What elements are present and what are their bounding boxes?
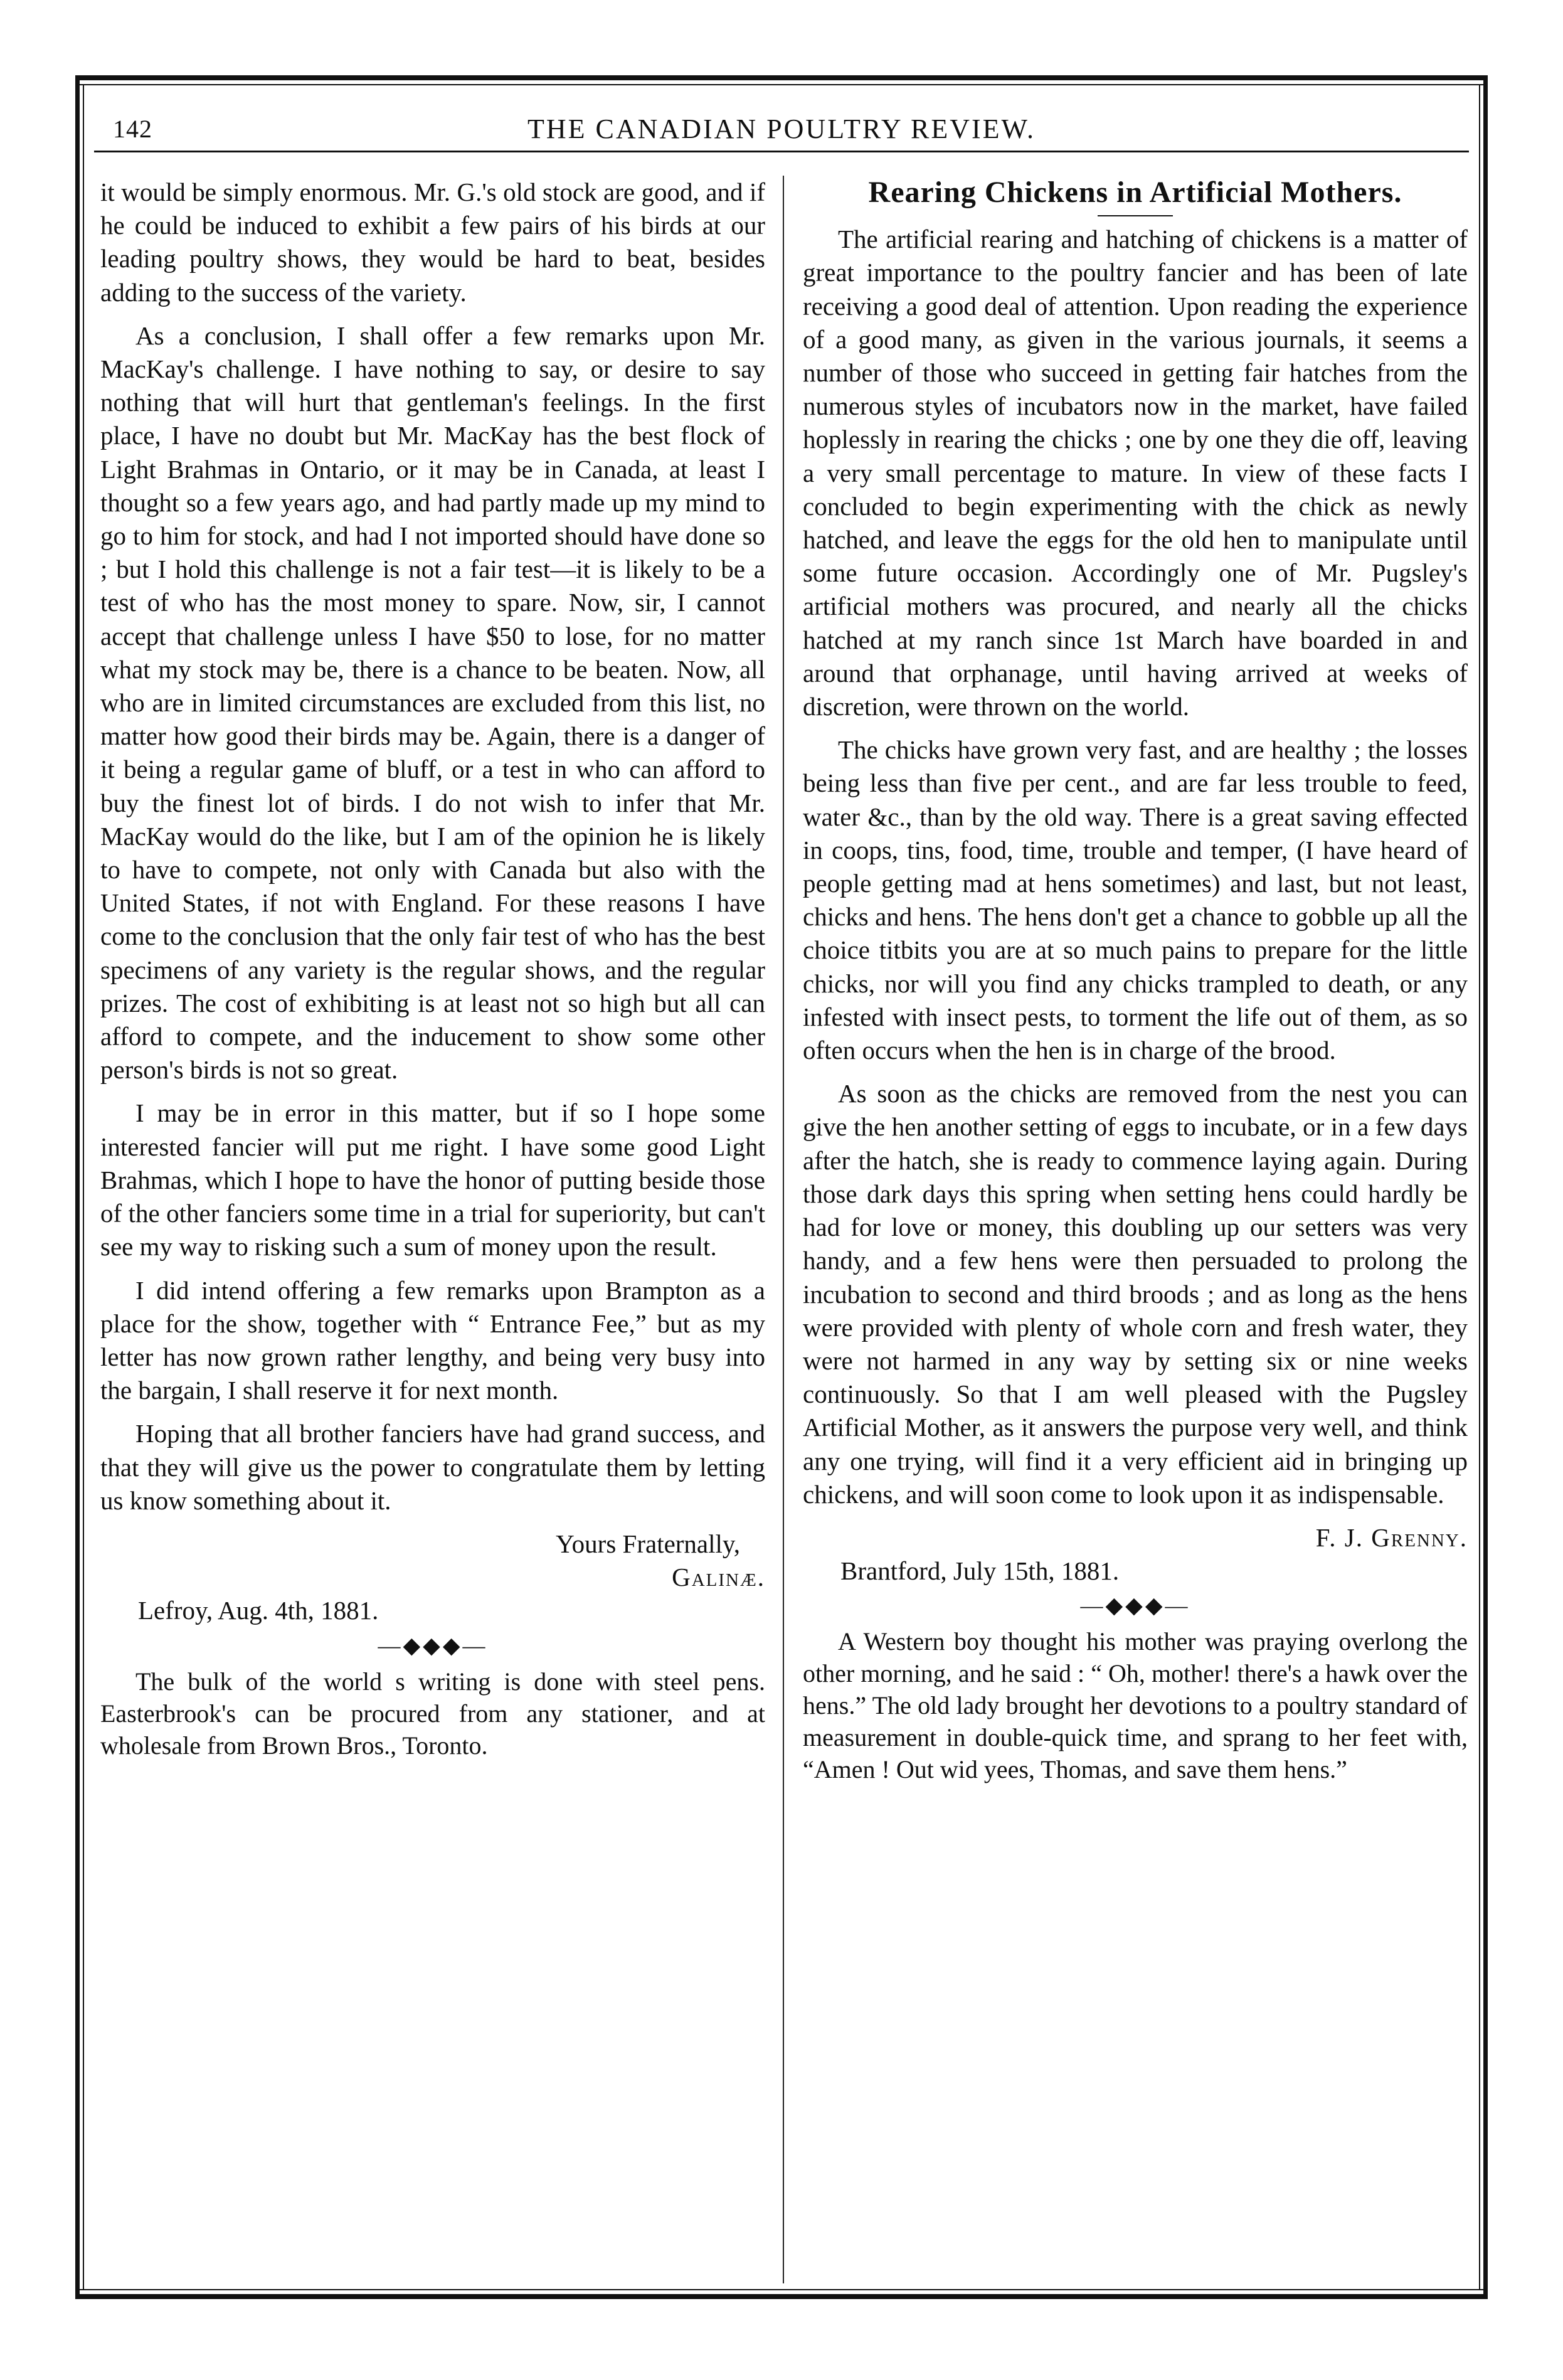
left-paragraph: I may be in error in this matter, but if so I hope some interested fancier will put me right. I have some good Light Brahmas, which I hope to have the honor of putting beside those of the other fanciers some time in a trial for superiority, but can't see my way to risking such a sum of money upon the result.	[100, 1098, 765, 1262]
right-paragraph: The chicks have grown very fast, and are healthy ; the losses being less than five per cent., and are far less trouble to feed, water &c., than by the old way. There is a great saving effected in coops, tins, food, time, trouble and temper, (I have heard of people getting mad at hens sometimes) and last, but not least, chicks and hens. The hens don't get a chance to gobble up all the choice titbits you are at so much pains to prepare for the little chicks, nor will you find any chicks trampled to death, or any infested with insect pests, to torment the life out of them, as so often occurs when the hen is in charge of the brood.	[803, 735, 1468, 1065]
bottom-border-inner-rule	[75, 2289, 1488, 2290]
letter-dateline: Lefroy, Aug. 4th, 1881.	[138, 1596, 379, 1625]
journal-title: THE CANADIAN POULTRY REVIEW.	[527, 114, 1036, 144]
letter-signature: Galinæ.	[672, 1563, 765, 1592]
page-header	[94, 100, 1469, 163]
article-title: Rearing Chickens in Artificial Mothers.	[868, 176, 1402, 209]
left-border-inner-rule	[83, 84, 84, 2290]
right-paragraph: The artificial rearing and hatching of chickens is a matter of great importance to the poultry fancier and has been of late receiving a good deal of attention. Upon reading the experience of a good many, as given in the various journals, it seems a number of those who succeed in getting fair hatches from the numerous styles of incubators now in the market, have failed hoplessly in rearing the chicks ; one by one they die off, leaving a very small percentage to mature. In view of these facts I concluded to begin experimenting with the chick as newly hatched, and leave the eggs for the old hen to manipulate until some future occasion. Accordingly one of Mr. Pugsley's artificial mothers was procured, and nearly all the chicks hatched at my ranch since 1st March have boarded in and around that orphanage, until having arrived at weeks of discretion, were thrown on the world.	[803, 225, 1468, 721]
column-divider	[783, 176, 784, 2283]
left-border-rule	[75, 75, 80, 2299]
letter-closing: Yours Fraternally,	[556, 1529, 740, 1558]
page-number: 142	[113, 115, 152, 143]
anecdote-paragraph: A Western boy thought his mother was praying overlong the other morning, and he said : “ Oh, mother! there's a hawk over the hens.” The old lady brought her devotions to a poultry standard of measurement in double-quick time, and sprang to her feet with, “Amen ! Out wid yees, Thomas, and save them hens.”	[803, 1627, 1468, 1784]
right-paragraph: As soon as the chicks are removed from the nest you can give the hen another setting of eggs to incubate, or in a few days after the hatch, she is ready to commence laying again. During those dark days this spring when setting hens could hardly be had for love or money, this doubling up our setters was very handy, and a few hens were then persuaded to prolong the incubation to second and third broods ; and as long as the hens were provided with plenty of whole corn and fresh water, they were not harmed in any way by setting six or nine weeks continuously. So that I am well pleased with the Pugsley Artificial Mother, as it answers the purpose very well, and think any one trying, will find it a very efficient aid in bringing up chickens, and will soon come to look upon it as indispensable.	[803, 1079, 1468, 1509]
left-paragraph: I did intend offering a few remarks upon Brampton as a place for the show, together with “ Entrance Fee,” but as my letter has now grown rather lengthy, and being very busy into the bargain, I shall reserve it for next month.	[100, 1275, 765, 1405]
article-signature: F. J. Grenny.	[1315, 1522, 1468, 1552]
section-ornament: —◆◆◆—	[378, 1632, 488, 1658]
header-rule	[94, 151, 1469, 152]
page-frame	[75, 75, 1488, 2299]
left-paragraph: Hoping that all brother fanciers have had grand success, and that they will give us the power to congratulate them by letting us know something about it.	[100, 1419, 765, 1515]
right-column	[803, 176, 1468, 1795]
article-dateline: Brantford, July 15th, 1881.	[840, 1556, 1120, 1586]
bottom-border-rule	[75, 2294, 1488, 2299]
section-ornament: —◆◆◆—	[1080, 1593, 1190, 1618]
right-border-rule	[1483, 75, 1488, 2299]
left-column	[100, 176, 765, 1772]
title-rule	[1098, 215, 1173, 216]
right-border-inner-rule	[1479, 84, 1480, 2290]
left-paragraph: it would be simply enormous. Mr. G.'s old stock are good, and if he could be induced to exhibit a few pairs of his birds at our leading poultry shows, they would be hard to beat, besides adding to the success of the variety.	[100, 178, 765, 307]
left-paragraph: As a conclusion, I shall offer a few remarks upon Mr. MacKay's challenge. I have nothing to say, or desire to say nothing that will hurt that gentleman's feelings. In the first place, I have no doubt but Mr. MacKay has the best flock of Light Brahmas in Ontario, or it may be in Canada, at least I thought so a few years ago, and had partly made up my mind to go to him for stock, and had I not imported should have done so ; but I hold this challenge is not a fair test—it is likely to be a test of who has the most money to spare. Now, sir, I cannot accept that challenge unless I have $50 to lose, for no matter what my stock may be, there is a chance to be beaten. Now, all who are in limited circumstances are excluded from this list, no matter how good their birds may be. Again, there is a danger of it being a regular game of bluff, or a test in who can afford to buy the finest lot of birds. I do not wish to infer that Mr. MacKay would do the like, but I am of the opinion he is likely to have to compete, not only with Canada but also with the United States, if not with England. For these reasons I have come to the conclusion that the only fair test of who has the best specimens of any variety is the regular shows, and the regular prizes. The cost of exhibiting is at least not so high but all can afford to compete, and the inducement to show some other person's birds is not so great.	[100, 321, 765, 1085]
top-border-inner-rule	[75, 84, 1488, 85]
pen-notice: The bulk of the world s writing is done with steel pens. Easterbrook's can be procured from any stationer, and at wholesale from Brown Bros., Toronto.	[100, 1667, 765, 1760]
top-border-rule	[75, 75, 1488, 80]
